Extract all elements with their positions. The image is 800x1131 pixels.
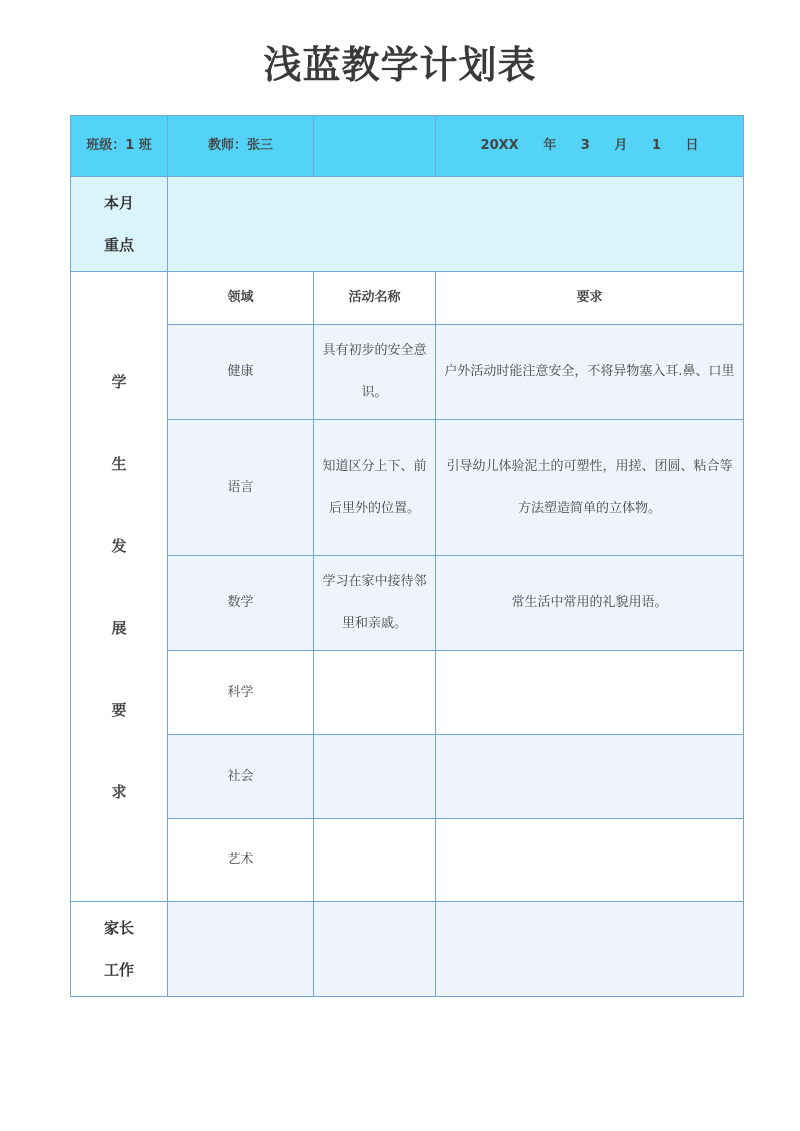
monthly-focus-label: 本月 重点 [71, 177, 168, 272]
parent-work-cell-3[interactable] [436, 902, 744, 997]
table-row [71, 325, 744, 420]
student-development-label: 学 生 发 展 要 求 [71, 272, 168, 902]
date-month-unit: 月 [614, 138, 628, 153]
header-row [71, 116, 744, 177]
page-title: 浅蓝教学计划表 [263, 43, 537, 87]
date-year: 20XX [480, 138, 519, 153]
domain-cell: 健康 [168, 325, 314, 420]
table-row [71, 819, 744, 902]
date-month: 3 [580, 138, 590, 153]
domain-cell: 科学 [168, 651, 314, 735]
table-row [71, 556, 744, 651]
domain-cell: 社会 [168, 735, 314, 819]
domain-cell: 艺术 [168, 819, 314, 902]
domain-cell: 语言 [168, 420, 314, 556]
domain-cell: 数学 [168, 556, 314, 651]
activity-cell[interactable] [314, 651, 436, 735]
parent-work-row [71, 902, 744, 997]
activity-cell[interactable]: 知道区分上下、前后里外的位置。 [314, 420, 436, 556]
teacher-cell: 教师：张三 [168, 116, 314, 177]
requirement-cell[interactable] [436, 651, 744, 735]
table-row [71, 651, 744, 735]
date-day: 1 [651, 138, 661, 153]
requirement-cell[interactable] [436, 819, 744, 902]
parent-work-cell-2[interactable] [314, 902, 436, 997]
class-cell: 班级：1 班 [71, 116, 168, 177]
table-row [71, 735, 744, 819]
requirement-cell[interactable]: 常生活中常用的礼貌用语。 [436, 556, 744, 651]
requirement-cell[interactable]: 户外活动时能注意安全，不将异物塞入耳.鼻、口里 [436, 325, 744, 420]
activity-cell[interactable]: 学习在家中接待邻里和亲戚。 [314, 556, 436, 651]
activity-cell[interactable]: 具有初步的安全意识。 [314, 325, 436, 420]
requirement-cell[interactable] [436, 735, 744, 819]
activity-cell[interactable] [314, 735, 436, 819]
column-header-activity: 活动名称 [314, 272, 436, 325]
monthly-focus-content[interactable] [168, 177, 744, 272]
parent-work-label: 家长 工作 [71, 902, 168, 997]
date-cell [436, 116, 744, 177]
activity-cell[interactable] [314, 819, 436, 902]
column-header-requirement: 要求 [436, 272, 744, 325]
column-header-row [71, 272, 744, 325]
parent-work-cell-1[interactable] [168, 902, 314, 997]
date-year-unit: 年 [543, 138, 557, 153]
monthly-focus-row [71, 177, 744, 272]
column-header-domain: 领域 [168, 272, 314, 325]
table-row [71, 420, 744, 556]
teaching-plan-table [70, 115, 744, 997]
requirement-cell[interactable]: 引导幼儿体验泥土的可塑性，用搓、团圆、粘合等方法塑造简单的立体物。 [436, 420, 744, 556]
header-empty-cell [314, 116, 436, 177]
date-day-unit: 日 [685, 138, 699, 153]
